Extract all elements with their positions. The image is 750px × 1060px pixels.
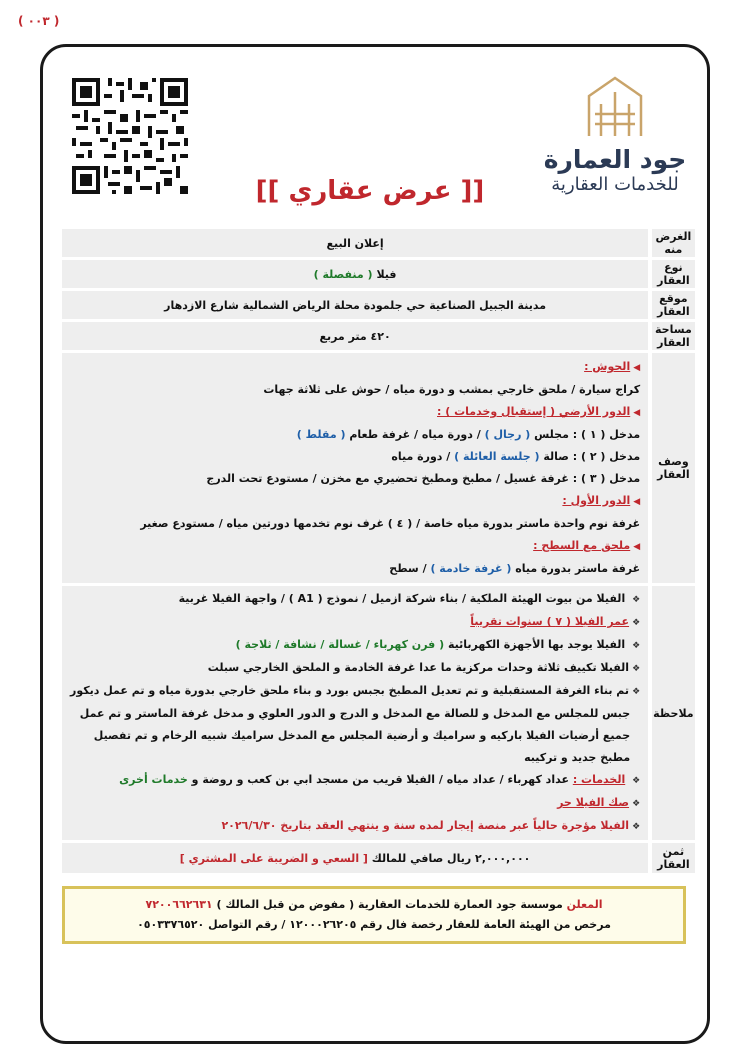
entrance-1 [70, 424, 640, 446]
chevron-icon: ◀ [633, 363, 641, 373]
label-area: مساحة العقار [648, 322, 694, 350]
advertiser-text: موسسة جود العمارة للخدمات العقارية [357, 898, 563, 911]
entrance-2-b: / دورة مياه [391, 450, 451, 463]
note-5 [70, 680, 640, 703]
note-7 [70, 792, 640, 815]
value-type [62, 260, 648, 288]
license-line: مرخص من الهيئة العامة للعقار رخصة فال رقم ١٢٠٠٠٢٦٢٠٥ / رقم التواصل ٠٥٠٣٣٧٦٥٢٠ [137, 918, 611, 931]
entrance-3: مدخل ( ٣ ) : غرفة غسيل / مطبخ ومطبخ تحضيري مع مخزن / مستودع تحت الدرج [206, 472, 641, 485]
price-note: [ السعي و الضريبة على المشتري ] [179, 851, 368, 865]
diamond-bullet-icon: ❖ [632, 776, 641, 786]
note-5-line-3: جميع أرضيات الفيلا باركيه و سراميك و أرضية المجلس مع المدخل سراميك شبيه الرخام و تم تفصيل [93, 729, 631, 742]
entrance-1-sep: ( مقلط ) [296, 428, 346, 441]
entrance-2-family: ( جلسة العائلة ) [454, 450, 540, 463]
row-location [62, 291, 695, 319]
qr-code-icon [72, 78, 188, 194]
type-main: فيلا [376, 267, 397, 281]
row-type [62, 260, 695, 288]
courtyard-heading: الحوش : [584, 360, 631, 373]
note-6-a: عداد كهرباء / عداد مياه / الفيلا قريب من مسجد ابي بن كعب و روضة و [191, 773, 569, 786]
price-value: ٢,٠٠٠,٠٠٠ ريال صافي للمالك [371, 851, 531, 865]
page-title: [[ عرض عقاري ]] [255, 176, 485, 206]
label-type: نوع العقار [648, 260, 694, 288]
row-area [62, 322, 695, 350]
row-notes [62, 586, 695, 840]
note-3-a: الفيلا يوجد بها الأجهزة الكهربائية [447, 638, 626, 651]
diamond-bullet-icon: ❖ [632, 664, 641, 674]
roof-text [70, 558, 640, 580]
note-2-text: عمر الفيلا ( ٧ ) سنوات تقريباً [470, 615, 630, 628]
diamond-bullet-icon: ❖ [632, 595, 641, 605]
note-1-model: ( A1 ) [288, 592, 323, 605]
note-5-line-4: مطبخ جديد و تركيبه [524, 751, 631, 764]
logo-subtitle: للخدمات العقارية [551, 174, 679, 195]
entrance-1-a: مدخل ( ١ ) : مجلس [534, 428, 641, 441]
type-note: ( منفصلة ) [313, 267, 373, 281]
entrance-2-a: مدخل ( ٢ ) : صالة [543, 450, 641, 463]
note-7-text: صك الفيلا حر [557, 796, 630, 809]
diamond-bullet-icon: ❖ [632, 687, 641, 697]
diamond-bullet-icon: ❖ [632, 641, 641, 651]
note-1-b: / واجهة الفيلا غربية [178, 592, 285, 605]
value-area: ٤٢٠ متر مربع [62, 322, 648, 350]
diamond-bullet-icon: ❖ [632, 799, 641, 809]
first-floor-heading: الدور الأول : [562, 494, 631, 507]
note-5-line-2: جبس للمجلس مع المدخل و للصالة مع المدخل و الدرج و الدور العلوي و مدخل غرفة الماستر و تم عمل [79, 707, 631, 720]
note-4-text: الفيلا تكييف ثلاثة وحدات مركزية ما عدا غرفة الخادمة و الملحق الخارجي سبلت [207, 661, 630, 674]
note-4 [70, 657, 640, 680]
logo-name: جود العمارة [543, 145, 687, 174]
phone-1: ٧٢٠٠٦٦٢٦٣١ [145, 898, 213, 911]
note-8-text: الفيلا مؤجرة حالياً عبر منصة إيجار لمده سنة و ينتهي العقد بتاريخ ٢٠٢٦/٦/٣٠ [221, 819, 630, 832]
label-location: موقع العقار [648, 291, 694, 319]
roof-b: / سطح [389, 562, 427, 575]
row-purpose [62, 229, 695, 257]
advertiser-label: المعلن [566, 898, 603, 911]
diamond-bullet-icon: ❖ [632, 822, 641, 832]
company-logo [540, 74, 690, 204]
note-8 [70, 815, 640, 838]
chevron-icon: ◀ [633, 497, 641, 507]
row-price [62, 843, 695, 873]
delegation-text: ( مفوض من قبل المالك ) [216, 898, 355, 911]
value-price [62, 843, 648, 873]
roof-heading: ملحق مع السطح : [533, 539, 631, 552]
entrance-1-men: ( رجال ) [484, 428, 531, 441]
roof-maid: ( غرفة خادمة ) [430, 562, 512, 575]
chevron-icon: ◀ [633, 408, 641, 418]
entrance-2 [70, 446, 640, 468]
entrance-1-b: / دورة مياه / غرفة طعام [349, 428, 481, 441]
ground-floor-heading: الدور الأرضي ( إستقبال وخدمات ) : [437, 405, 631, 418]
label-purpose: الغرض منه [648, 229, 694, 257]
note-3 [70, 634, 640, 657]
value-purpose: إعلان البيع [62, 229, 648, 257]
chevron-icon: ◀ [633, 542, 641, 552]
note-1 [70, 588, 640, 611]
page-number: ( ٠٠٣ ) [18, 14, 60, 28]
label-price: ثمن العقار [648, 843, 694, 873]
value-description [62, 353, 648, 583]
note-3-b: ( فرن كهرباء / غسالة / نشافة / ثلاجة ) [235, 638, 445, 651]
note-6-b: خدمات أخرى [119, 773, 188, 786]
courtyard-text: كراج سيارة / ملحق خارجي بمشب و دورة مياه / حوش على ثلاثة جهات [263, 383, 641, 396]
building-logo-icon [585, 74, 645, 138]
label-description: وصف العقار [648, 353, 694, 583]
value-location: مدينة الجبيل الصناعية حي جلمودة محلة الرياض الشمالية شارع الازدهار [62, 291, 648, 319]
diamond-bullet-icon: ❖ [632, 618, 641, 628]
roof-a: غرفة ماستر بدورة مياه [515, 562, 641, 575]
note-1-a: الفيلا من بيوت الهيئة الملكية / بناء شركة ازميل / نموذج [326, 592, 626, 605]
note-6 [70, 769, 640, 792]
note-6-label: الخدمات : [572, 773, 626, 786]
advertiser-footer [62, 886, 686, 944]
note-5-line-1: تم بناء الغرفة المستقبلية و تم تعديل المطبخ بجبس بورد و بناء ملحق خارجي بدورة مياه و تم عمل ديكور [70, 684, 630, 697]
label-notes: ملاحظة [648, 586, 694, 840]
first-floor-text: غرفة نوم واحدة ماستر بدورة مياه خاصة / ( ٤ ) غرف نوم تخدمها دورتين مياه / مستودع صغير [140, 517, 641, 530]
value-notes [62, 586, 648, 840]
row-description [62, 353, 695, 583]
advertiser-line [65, 895, 683, 915]
property-table [62, 226, 695, 876]
note-2 [70, 611, 640, 634]
